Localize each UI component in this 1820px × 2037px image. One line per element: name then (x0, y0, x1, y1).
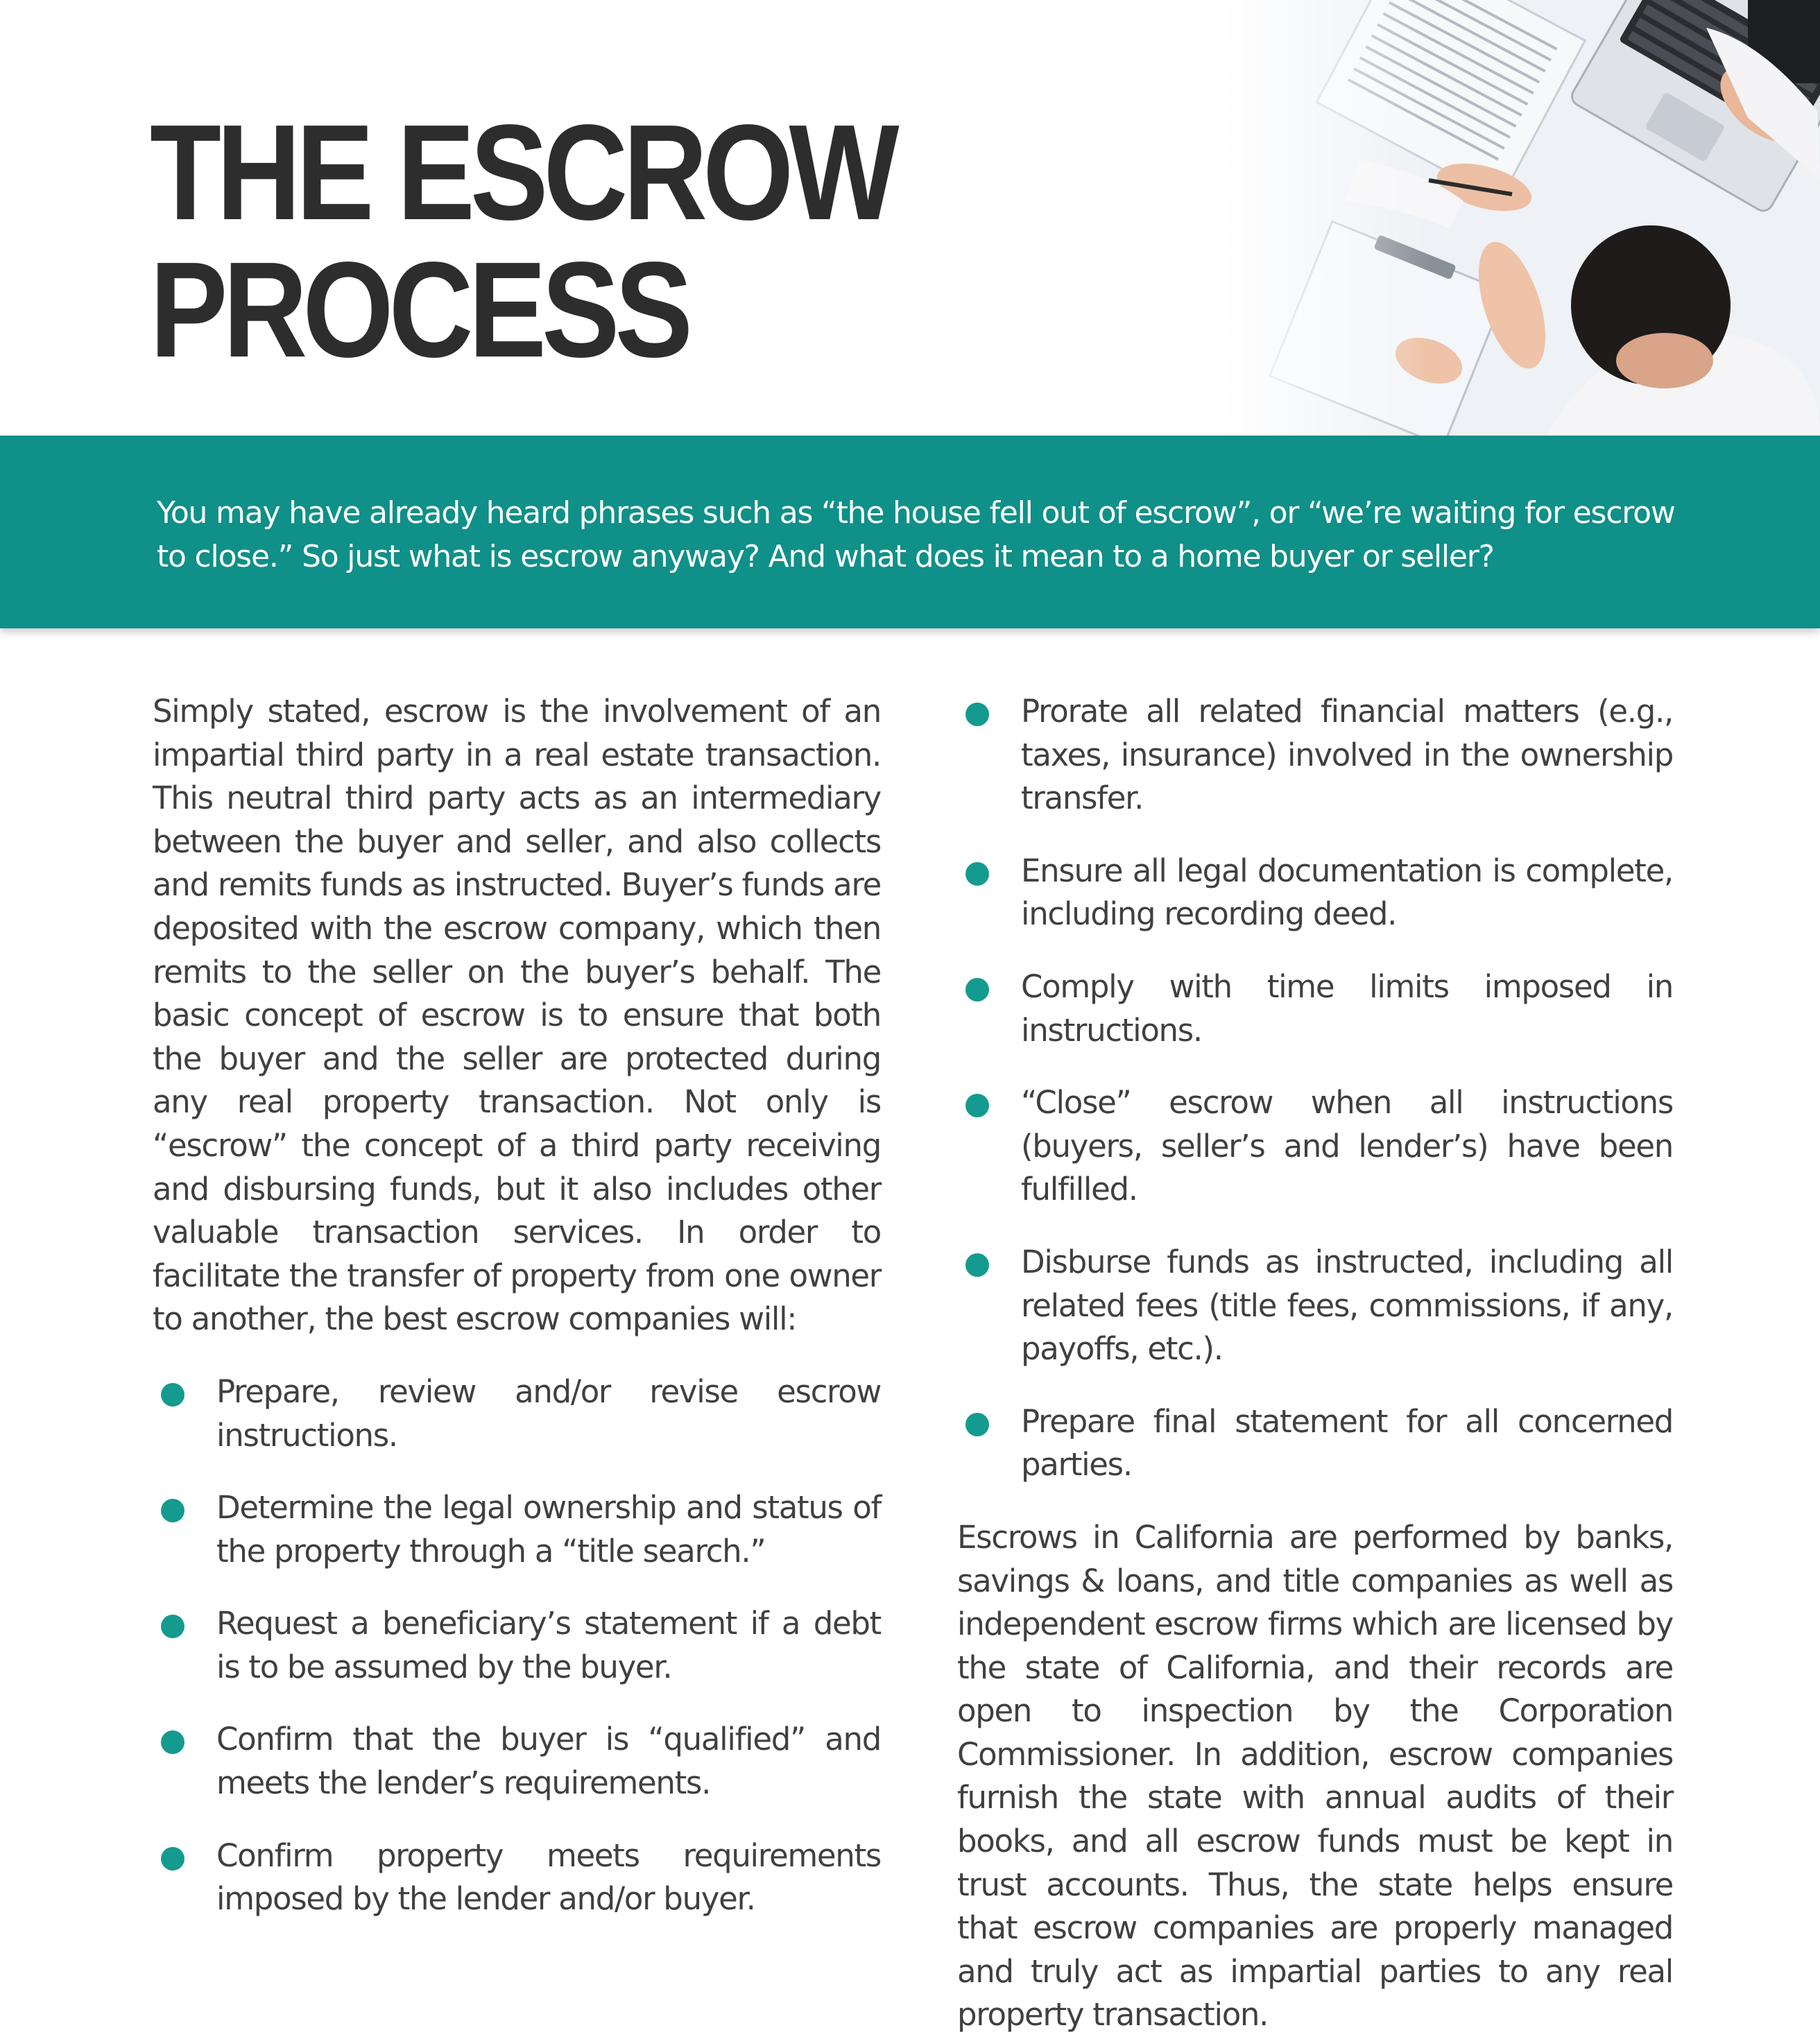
right-bullet-list (957, 690, 1673, 1487)
bullet-icon (161, 1847, 184, 1871)
title-line-2: PROCESS (150, 234, 689, 386)
list-item (153, 1834, 881, 1921)
list-item (957, 1241, 1673, 1371)
list-item-text: Prepare, review and/or revise escrow instructions. (216, 1373, 881, 1454)
intro-banner-text: You may have already heard phrases such as “the house fell out of escrow”, or “we’re waiting for escrow to close.” So just what is escrow anyway? And what does it mean to a home buyer or seller? (157, 495, 1675, 574)
list-item-text: Confirm that the buyer is “qualified” and meets the lender’s requirements. (216, 1721, 881, 1802)
title-line-1: THE ESCROW (150, 96, 895, 248)
right-column (957, 690, 1673, 2037)
list-item-text: “Close” escrow when all instructions (buyers, seller’s and lender’s) have been fulfilled. (1021, 1084, 1673, 1208)
bullet-icon (161, 1730, 184, 1754)
bullet-icon (965, 1094, 989, 1117)
bullet-icon (965, 978, 989, 1002)
bullet-icon (965, 703, 989, 726)
list-item (153, 1602, 881, 1689)
list-item (153, 1718, 881, 1805)
list-item-text: Prepare final statement for all concerned parties. (1021, 1402, 1673, 1484)
list-item (153, 1486, 881, 1573)
list-item-text: Request a beneficiary’s statement if a debt is to be assumed by the buyer. (216, 1605, 881, 1685)
bullet-icon (965, 1253, 989, 1277)
list-item-text: Ensure all legal documentation is complete, including recording deed. (1021, 852, 1673, 933)
list-item (957, 965, 1673, 1052)
left-bullet-list (153, 1370, 881, 1921)
list-item (957, 1400, 1673, 1487)
intro-paragraph: Simply stated, escrow is the involvement of an impartial third party in a real estate transaction. This neutral third party acts as an intermediary between the buyer and seller, and also collects and remits funds as instructed. Buyer’s funds are deposited with the escrow company, which then remits to the seller on the buyer’s behalf. The basic concept of escrow is to ensure that both the buyer and the seller are protected during any real property transaction. Not only is “escrow” the concept of a third party receiving and disbursing funds, but it also includes other valuable transaction services. In order to facilitate the transfer of property from one owner to another, the best escrow companies will: (153, 693, 881, 1338)
list-item-text: Disburse funds as instructed, including all related fees (title fees, commissions, if any, payoffs, etc.). (1021, 1243, 1673, 1368)
list-item-text: Determine the legal ownership and status of the property through a “title search.” (216, 1489, 881, 1570)
list-item (153, 1370, 881, 1457)
page-title (150, 96, 895, 386)
list-item-text: Confirm property meets requirements imposed by the lender and/or buyer. (216, 1837, 881, 1918)
list-item (957, 1081, 1673, 1212)
bullet-icon (161, 1499, 184, 1522)
bullet-icon (161, 1383, 184, 1407)
bullet-icon (965, 862, 989, 886)
list-item-text: Comply with time limits imposed in instructions. (1021, 968, 1673, 1049)
list-item (957, 690, 1673, 820)
intro-banner (0, 436, 1820, 628)
list-item (957, 850, 1673, 936)
bullet-icon (965, 1413, 989, 1436)
list-item-text: Prorate all related financial matters (e.g., taxes, insurance) involved in the ownership transfer. (1021, 693, 1673, 817)
header-photo (1221, 0, 1820, 436)
closing-paragraph: Escrows in California are performed by banks, savings & loans, and title companies as well as independent escrow firms which are licensed by the state of California, and their records are open to inspection by the Corporation Commissioner. In addition, escrow companies furnish the state with annual audits of their books, and all escrow funds must be kept in trust accounts. Thus, the state helps ensure that escrow companies are properly managed and truly act as impartial parties to any real property transaction. (957, 1518, 1673, 2034)
bullet-icon (161, 1615, 184, 1638)
left-column (153, 690, 881, 1950)
